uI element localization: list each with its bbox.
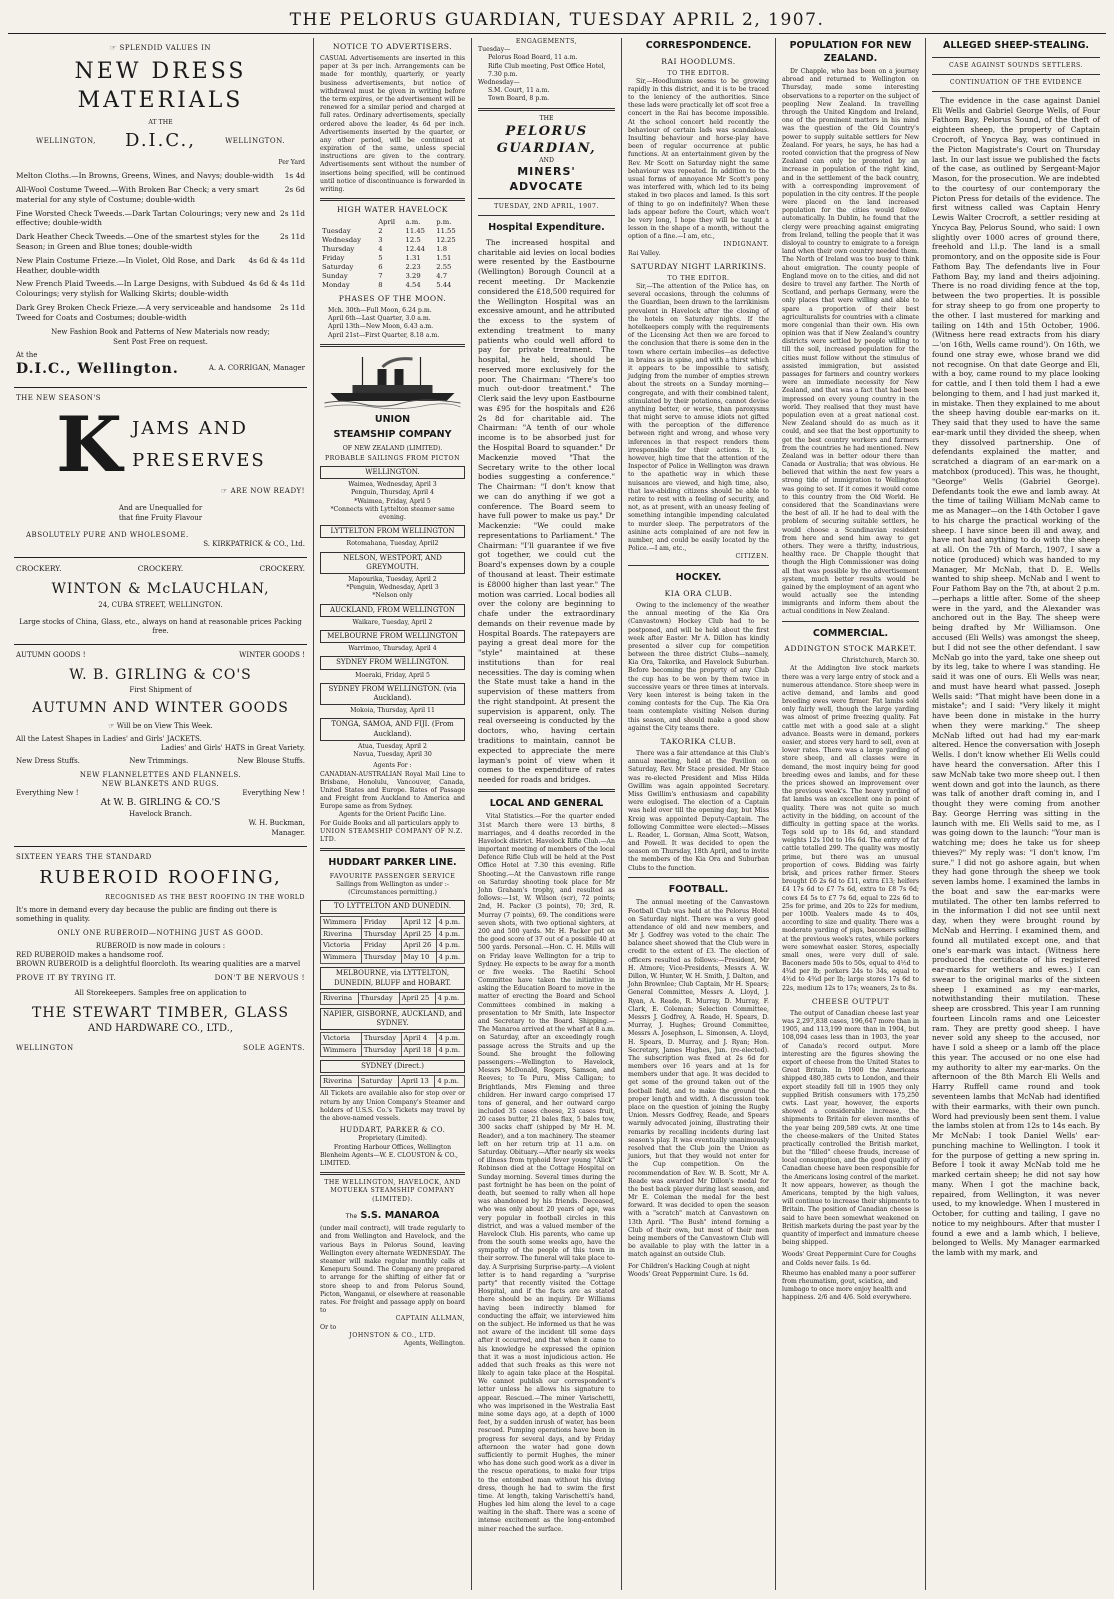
- union-sailing-line: *Waimea, Friday, April 5: [354, 497, 431, 505]
- union-title2: STEAMSHIP COMPANY: [333, 429, 452, 441]
- girling-flannel: NEW FLANNELETTES AND FLANNELS.: [79, 770, 242, 779]
- winton-address: 24, CUBA STREET, WELLINGTON.: [98, 600, 223, 609]
- population-text: Dr Chapple, who has been on a journey abroad and returned to Wellington on Thursday, made some interesting observations to a reporter on the subject of peopling New Zealand. In travelling through the United Kingdom and Ireland, one of the prominent matters in his mind was the question of the Old Country's power to supply suitable settlers for New Zealand. For years, he says, he has had a rooted conviction that the progress of New Zealand can only be promoted by an increase in population of the right kind, and in the settlement of the back country, with a corresponding improvement of population in the city centres. If the people were placed on the land increased population for the cities would follow automatically. In Dublin, he found that the clergy were preaching against emigrating from Ireland, telling the people that it was disloyal to country to emigrate to a foreign land when their own country needed them. The North of Ireland was too busy to think about emigration. The county people of England move on to the cities, and did not desire to travel any farther. The North of Scotland, and perhaps Germany, were the only places that were willing and able to spare a proportion of their best agriculturalists for countries with a climate more congenial than their own. His own opinion was that if New Zealand's country districts were settled by people willing to till the soil, increased population for the cities must follow without the stimulus of assisted immigration, but assisted passages for farmers and country workers were an immediate necessity for New Zealand, and that was a fact that had been impressed on every young country in the world. They realised that they must have population even at a great national cost. New Zealand should do as much as it could, and see that the best opportunity to get the best country workers and farmers from the countries he had mentioned. New Zealand was in better odour there than Canada or Australia; that was obvious. He believed that within the next few years a strong tide of immigration to Wellington was going to set. If it comes it would come to this country from the Old World. He considered that the Scandinavians were the best of all. If he had to deal with the problem of securing suitable settlers, he would choose a Scandinavian resident from here and send him away to get others. They were a thrifty, industrious, healthy race. Dr Chapple thought that though the High Commissioner was doing all that was possible by the advertisement system, much better results would be gained by the employment of an agent who would actually see the intending immigrants and inform them about the actual conditions in New Zealand.: [782, 68, 919, 616]
- dic-item-price: 4s 6d & 4s 11d: [248, 255, 305, 265]
- k-new-season: THE NEW SEASON'S: [16, 393, 102, 402]
- union-section-head: SYDNEY FROM WELLINGTON. (via Auckland).: [320, 683, 465, 705]
- rai-head: RAI HOODLUMS.: [661, 56, 736, 66]
- saturday-text: Sir,—The attention of the Police has, on several occasions, through the columns of the Guardian, been drawn to the larrikinism prevalent in Havelock after the closing of the hotels on Saturday nights. If the hotelkeepers comply with the requirements of the Licensing Act then we are forced to the conclusion that there is some den in the town where certain imbeciles—as defective in brains as in spine, and with a thirst which it appears to be impossible to satisfy, judging from the number of empties strewn about the streets on a Sunday morning—congregate, and with their combined talent, stimulated by their potations, cannot devise anything better, or worse, than paroxysms that might serve to amuse idiots not gifted with the perception of the difference between right and wrong, and whose very inferences in that respect renders them irresponsible for their actions. It is, however, high time that the attention of the Inspector of Police in Wellington was drawn to the apathetic way in which these nuisances are viewed, and high time, also, that law-abiding citizens should be able to retire to rest with a feeling of security, and not, as at present, with an uneasy feeling of something intangible impending calculated to murder sleep. The perpetrators of the asinine acts complained of are not few in number, and could be easily located by the Police.—I am, etc.,: [628, 283, 769, 553]
- winton-advert: [14, 558, 307, 645]
- rai-text: Sir,—Hoodlumism seems to be growing rapidly in this district, and it is to be traced to the leniency of the authorities. Since these lads were practically let off scot free a concert in the Rai has become impossible. At the school concert held recently the behaviour of certain lads was scandalous. Insulting behaviour and horse-play have been of regular occurrence at public functions. At an entertainment given by the Rev. Mr Scott on Saturday night the same behaviour was repeated. In addition to the usual forms of annoyance Mr Scott's pony was interfered with, which led to its being staked in two places and lamed. Is this sort of thing to go on indefinitely? When these lads appear before the Court, which won't be very long, I hope they will be taught a lesson in the shape of a month, without the option of a fine.—I am, etc.,: [628, 77, 769, 241]
- saturday-sign: CITIZEN.: [735, 553, 769, 561]
- ruberoid-title: RUBEROID ROOFING,: [39, 867, 282, 889]
- engagement-line: Rifle Club meeting, Post Office Hotel, 7.30 p.m.: [488, 62, 606, 78]
- union-sailing-line: *Nelson only: [372, 592, 413, 600]
- engagement-line: Tuesday—: [478, 46, 511, 54]
- huddart-lyt: TO LYTTELTON AND DUNEDIN.: [320, 900, 465, 913]
- moon-phase: Mch. 30th—Full Moon, 6.24 p.m.: [328, 306, 432, 314]
- column-container: [8, 38, 1106, 1590]
- girling-manager: Manager.: [271, 828, 305, 837]
- takorika-head: TAKORIKA CLUB.: [660, 736, 737, 746]
- dic-item-price: 2s 11d: [280, 302, 305, 312]
- high-water-row: Saturday 6 2.23 2.55: [322, 263, 452, 272]
- ruberoid-recog: RECOGNISED AS THE BEST ROOFING IN THE WORLD: [105, 893, 305, 901]
- union-section-head: TONGA, SAMOA, AND FIJI. (From Auckland).: [320, 718, 465, 740]
- ruberoid-company2: AND HARDWARE CO., LTD.,: [88, 1023, 233, 1035]
- cheese-head: CHEESE OUTPUT: [811, 996, 890, 1006]
- football-ad: For Children's Hacking Cough at night Woods' Great Peppermint Cure. 1s 6d.: [628, 1262, 750, 1278]
- rai-to: TO THE EDITOR.: [667, 69, 730, 77]
- engagements-head: ENGAGEMENTS,: [515, 38, 578, 45]
- local-head: LOCAL AND GENERAL: [489, 797, 604, 809]
- k-unequalled1: And are Unequalled for: [118, 504, 203, 513]
- rheumo-ad: Rheumo has enabled many a poor sufferer from rheumatism, gout, sciatica, and lumbago to once more enjoy health and happiness. 2/6 and 4/6. Sold everywhere.: [782, 1269, 916, 1302]
- moon-phase: April 21st—First Quarter, 8.18 a.m.: [328, 331, 440, 339]
- moon-head: PHASES OF THE MOON.: [338, 293, 447, 303]
- correspondence-head: CORRESPONDENCE.: [645, 40, 752, 51]
- per-yard: Per Yard: [278, 159, 305, 167]
- huddart-prop: Proprietary (Limited).: [358, 1135, 427, 1143]
- ruberoid-only: ONLY ONE RUBEROID—NOTHING JUST AS GOOD.: [57, 928, 264, 937]
- saturday-to: TO THE EDITOR.: [667, 274, 730, 282]
- high-water-row: Wednesday 3 12.5 12.25: [322, 236, 456, 245]
- union-sailing-line: Warrimoo, Thursday, April 4: [348, 645, 437, 653]
- union-sailing-line: Mapourika, Tuesday, April 2: [348, 576, 437, 583]
- k-letter-logo: K: [56, 399, 123, 489]
- peppermint-ad: Woods' Great Peppermint Cure for Coughs and Colds never fails. 1s 6d.: [782, 1251, 917, 1267]
- dic-item-price: 1s 4d: [284, 171, 305, 181]
- football-head: FOOTBALL.: [668, 883, 729, 895]
- girling-at: At W. B. GIRLING & CO.'S: [100, 798, 221, 809]
- ruberoid-company: THE STEWART TIMBER, GLASS: [32, 1004, 289, 1021]
- pointing-hand-icon: ☞: [108, 721, 115, 730]
- union-sailing-line: Navua, Tuesday, April 30: [353, 751, 432, 759]
- ruberoid-brown: BROWN RUBEROID is a delightful floorcloth. Its wearing qualities are a marvel: [16, 960, 301, 969]
- huddart-napier: NAPIER, GISBORNE, AUCKLAND, and SYDNEY.: [320, 1008, 465, 1030]
- crockery-row: CROCKERY. CROCKERY. CROCKERY.: [16, 564, 305, 574]
- union-sailing-line: Waikare, Tuesday, April 2: [352, 618, 433, 626]
- kia-ora-head: KIA ORA CLUB.: [664, 588, 733, 598]
- manaroa-company: THE WELLINGTON, HAVELOCK, AND MOTUEKA STEAMSHIP COMPANY (LIMITED).: [324, 1179, 461, 1203]
- union-nz: OF NEW ZEALAND (LIMITED).: [342, 444, 443, 452]
- mast-miners: MINERS' ADVOCATE: [509, 165, 584, 193]
- pointing-hand-icon: ☞: [221, 487, 228, 496]
- union-sailing-line: Atua, Tuesday, April 2: [358, 742, 427, 750]
- ruberoid-years: SIXTEEN YEARS THE STANDARD: [16, 852, 152, 861]
- high-water-row: Tuesday 2 11.45 11.55: [322, 227, 456, 236]
- union-section-head: SYDNEY FROM WELLINGTON.: [320, 656, 465, 669]
- huddart-melb: MELBOURNE, via LYTTELTON, DUNEDIN, BLUFF and HOBART.: [320, 967, 465, 989]
- engagements-list: [478, 46, 615, 103]
- huddart-sydney: SYDNEY (Direct.): [320, 1060, 465, 1073]
- huddart-head: HUDDART PARKER LINE.: [328, 857, 457, 869]
- k-jams-advert: [14, 388, 307, 559]
- high-water-row: Sunday 7 3.29 4.7: [322, 272, 448, 281]
- union-agents: Agents For :: [373, 762, 412, 770]
- union-section-head: MELBOURNE FROM WELLINGTON: [320, 630, 465, 643]
- column-5: [776, 38, 926, 1590]
- k-brand: [16, 399, 305, 489]
- huddart-blenheim: Blenheim Agents—W. E. CLOUSTON & CO., LIMITED.: [320, 1151, 459, 1167]
- sailing-row: Riverina Thursday April 25 4 p.m.: [321, 928, 465, 940]
- dic-at2: At the: [16, 350, 38, 359]
- ruberoid-red: RED RUBEROID makes a handsome roof.: [16, 951, 164, 960]
- dic-items: [16, 171, 305, 322]
- high-water-head: HIGH WATER HAVELOCK: [337, 205, 448, 215]
- union-apply-co: UNION STEAMSHIP COMPANY OF N.Z. LTD.: [320, 827, 464, 844]
- takorika-text: There was a fair attendance at this Club's annual meeting, held at the Pavilion on Saturday, Rev. Mr Stace presided. Mr Stace was re-elected President and Miss Hilda Gwillim was again appointed Secretary. Miss Gwillim's enthusiasm and capability were eulogised. The election of a Captain was held over till the opening day, but Miss Kreig was appointed Deputy-Captain. The following Committee were elected:—Misses L. Reader, L. Gorman, Alma Scott, Watson, and Powell. It was decided to open the season on Thursday, 18th April, and to invite the members of the Kia Ora and Suburban Clubs to the function.: [628, 750, 769, 872]
- addington-text: At the Addington live stock markets there was a very large entry of stock and a numerous attendance. Store sheep were in active demand, and lambs and good breeding ewes were firmer. Fat lambs sold only fairly well, though the large yarding was almost of prime freezing quality. Fat cattle met with a good sale at a slight advance. Beasts were in demand, porkers easier, and stores very hard to sell, even at lower rates. There was a large yarding of store sheep, and all classes were in demand, the most inquiry being for good breeding ewes and lambs, and for these the prices showed an improvement over the previous week's. The heavy yarding of fat lambs was an excellent one in point of quality. There was not quite so much activity in the bidding, on account of the difficulty in getting space at the works. Tegs sold up to 18s 6d, and standard weights 12s 10d to 16s 6d. The entry of fat cattle totalled 299. The quality was mostly prime, but there was an unusual proportion of cows. Bidding was fairly brisk, and prices rather firmer. Steers brought £6 2s 6d to £11, extra £13; heifers £4 17s 6d to £7 7s 6d, extra to £8 7s 6d; cows £4 5s to £7 7s 6d, equal to 22s 6d to 25s for prime, and 20s to 22s for medium, per 100lb. Vealers made 4s to 40s, according to size and quality. There was a moderate yarding of pigs, baconers selling at the previous week's rates, while porkers were somewhat easier. Stores, especially small ones, were very dull of sale. Baconers made 50s to 50s, equal to 4½d to 4¾d per lb; porkers 24s to 34s, equal to 4½d to 4¾d per lb; large stores 17s 6d to 22s, medium 12s to 17s; weaners, 2s to 8s.: [782, 665, 919, 992]
- huddart-tickets: All Tickets are available also for stop over or return by any Union Company's Steamer and holders of U.S.S. Co.'s Tickets may travel by the above-named vessels.: [320, 1090, 465, 1123]
- sheep-head: ALLEGED SHEEP-STEALING.: [942, 40, 1090, 51]
- engagement-line: S.M. Court, 11 a.m.: [488, 87, 550, 95]
- girling-latest: All the Latest Shapes in Ladies' and Girls' JACKETS.: [16, 734, 202, 743]
- union-apply: For Guide Books and all particulars apply to: [320, 819, 459, 827]
- high-water-row: Monday 8 4.54 5.44: [322, 281, 452, 289]
- mast-name: PELORUS GUARDIAN,: [496, 123, 597, 156]
- sailing-row: Victoria Thursday April 4 4 p.m.: [321, 1033, 465, 1045]
- k-line2: PRESERVES: [132, 449, 266, 471]
- sheep-sub: CASE AGAINST SOUNDS SETTLERS.: [949, 61, 1083, 69]
- dic-item: Fine Worsted Check Tweeds.—Dark Tartan Colourings; very new and effective; double-width 2s 11d: [16, 208, 305, 228]
- union-sailing-line: *Penguin, Wednesday, April 3: [346, 584, 439, 592]
- dic-name: D.I.C.,: [125, 130, 196, 152]
- sailing-row: Wimmera Thursday April 18 4 p.m.: [321, 1045, 465, 1057]
- girling-view: ☞ Will be on View This Week.: [108, 721, 213, 730]
- k-pure: ABSOLUTELY PURE AND WHOLESOME.: [26, 530, 189, 539]
- rai-sign: INDIGNANT.: [723, 241, 769, 249]
- union-sailing-line: Rotomahana, Tuesday, April2: [346, 540, 439, 548]
- addington-head: ADDINGTON STOCK MARKET.: [784, 644, 917, 654]
- dic-note2: Sent Post Free on request.: [113, 337, 208, 346]
- dic-item: Melton Cloths.—In Browns, Greens, Wines, and Navys; double-width 1s 4d: [16, 171, 305, 181]
- huddart-fav: FAVOURITE PASSENGER SERVICE: [329, 872, 456, 880]
- dic-item: All-Wool Costume Tweed.—With Broken Bar Check; a very smart material for any style of Costume; double-width 2s 6d: [16, 185, 305, 204]
- girling-hats: Ladies' and Girls' HATS in Great Variety.: [160, 744, 305, 753]
- union-section-head: WELLINGTON.: [320, 466, 465, 479]
- sailing-row: Wimmera Friday April 12 4 p.m.: [321, 916, 465, 928]
- girling-blankets: NEW BLANKETS AND RUGS.: [101, 779, 220, 788]
- kia-ora-text: Owing to the inclemency of the weather the annual meeting of the Kia Ora (Canvastown) Hockey Club had to be postponed, and will be held about the first week after Easter. Mr A. Dillon has kindly presented a silver cup for competition between the three district Clubs—namely, Kia Ora, Takorika, and Havelock Suburban. Before becoming the property of any Club the cup has to be won by them twice in successive years or three times at intervals. Very keen interest is being taken in the coming contests for the Cup. The Kia Ora team contemplate visiting Nelson during this season, and should make a good show against the City teams there.: [628, 601, 769, 732]
- ruberoid-city-row: WELLINGTON SOLE AGENTS.: [16, 1043, 305, 1052]
- union-sailing-line: Waimea, Wednesday, April 3: [348, 481, 437, 489]
- saturday-head: SATURDAY NIGHT LARRIKINS.: [630, 261, 767, 271]
- manaroa-captain: CAPTAIN ALLMAN,: [395, 1315, 465, 1323]
- addington-date: Christchurch, March 30.: [841, 657, 919, 665]
- girling-first: First Shipment of: [129, 685, 192, 694]
- union-sailing-line: *Connects with Lyttelton steamer same evening.: [330, 505, 455, 521]
- huddart-table-3: [320, 1032, 465, 1057]
- girling-branch: Havelock Branch.: [128, 810, 193, 819]
- k-ready: ☞ ARE NOW READY!: [221, 487, 305, 496]
- k-sign: S. KIRKPATRICK & CO., Ltd.: [203, 540, 305, 549]
- winton-name: WINTON & McLAUCHLAN,: [51, 581, 270, 598]
- high-water-table: April a.m. p.m. Tuesday 2 11.45 11.55 Wednesday 3 12.5 12.25 Thursday 4 12.44 1.8 Friday 5 1.31 1.51 Saturday 6 2.23 2.55 Sunday 7 3.29 4.7 Monday 8 4.54 5.44: [320, 218, 465, 290]
- union-sections: [320, 466, 465, 759]
- huddart-table-1: [320, 916, 465, 965]
- hospital-text: The increased hospital and charitable aid levies on local bodies were resented by the Eastbourne (Wellington) Borough Council at a recent meeting. Dr Mackenzie considered the £18,500 required for the Wellington Hospital was an excessive amount, and he attributed the excess to the system of extending treatment to many patients who could well afford to pay for private treatment. The hospital, he held, should be reserved more exclusively for the poor. The Chairman: "There's too much out-door treatment." The Clerk said the levy upon Eastbourne was £95 for the hospitals and £26 2s 8d for charitable aid. The Chairman: "A tenth of our whole income is to be absorbed just for the Hospital Board to squander." Dr Mackenzie moved "That the Secretary write to the other local bodies suggesting a conference." The Chairman: "I don't know that we can do anything if we got a conference. The Board seem to have full power to make us pay." Dr Mackenzie: "We could make representations to Parliament." The Chairman: "I'll guarantee if we five got together, we could cut the Board's expenses down by a couple of thousand at least. Their estimate is £8000 higher than last year." The motion was carried. Local bodies all over the colony are beginning to chafe under the extraordinary demands on their revenue made by Hospital Boards. The ratepayers are paying a great deal more for the "style" maintained at these institutions than for real necessities. The day is coming when the State must take a hand in the supervision of these matters from the right standpoint. At present the supervision is apparent, only. The real overseeing is conducted by the doctors, who, having certain traditions to maintain, cannot be expected to appreciate the mere layman's point of view when it comes to the expenditure of rates needed for roads and bridges.: [478, 237, 615, 785]
- cheese-text: The output of Canadian cheese last year was 2,297,838 cases, 196,647 more than in 1905, and 113,199 more than in 1904, but 108,094 cases less than in 1903, the year of Canada's record output. More interesting are the figures showing the export of cheese from the United States to Great Britain. In 1900 the Americans shipped 480,385 cwts to London, and their export steadily fell till in 1905 they only supplied British consumers with 175,250 cwts. Last year, however, the exports showed a considerable increase, the shipments to Britain for eleven months of the year being 209,589 cwts. At one time the cheese-makers of the United States practically controlled the British market, but the "filled" cheese frauds, increase of local consumption, and the good quality of Canadian cheese have been responsible for the Americans losing control of the market. It now appears, however, as though the Americans, tempted by the high values, will continue to increase their shipments to Britain. The position of Canadian cheese is said to have been somewhat weakened on British markets during the past year by the quantity of imperfect and immature cheese being shipped.: [782, 1009, 919, 1247]
- huddart-table-4: [320, 1075, 465, 1088]
- sheep-text: The evidence in the case against Daniel Eli Wells and Gabriel George Wells, of Four Fathom Bay, Pelorus Sound, of the theft of eighteen sheep, the property of Captain Crocroft, of Yncyca Bay, was continued in the Picton Magistrate's Court on Thursday last. In our last issue we published the facts of the case, as outlined by Sergeant-Major Mason, for the prosecution. We are indebted to the courtesy of our contemporary the Picton Press for details of the evidence. The first witness called was Captain Henry Lewis Walter Crocroft, a settler residing at Yncyca Bay, Pelorus Sound, who said: I own slightly over 1000 acres of ground there, freehold and l.l.p. The land is a small promontory, and on the opposite side is Four Fathom Bay. The defendants live in Four Fathom Bay, my land and theirs adjoining. There is no road dividing fence at the top, between the two properties. It is possible for stray sheep to go from one property to the other. I last mustered for marking and tailing on 14th and 15th October, 1906. (Witness here read extracts from his diary—'on 16th, Wells came round'). On 16th, we found one stray ewe, whose brand we did not recognise. On that date George and Eli, with a boy, came round to my place looking for cattle, and I then told them I had a ewe belonging to them, and I had just marked it, in mistake. Then they explained to me about the sheep having double ear-marks on it. They said that they used to have the same ear-mark until they divided the sheep, when they dissolved partnership. One of defendants explained the matter, and scratched a diagram of an ear-mark on a matchbox (produced). This was, he thought, "George" Wells (Gabriel George). Defendants took the ewe and lamb away. At the time of tailing William McNab came to me as Manager—on the 14th October I gave to his charge the practical working of the sheep. I have since been ill and away, and have not had anything to do with the sheep at all. On the 7th of March, 1907, I saw a notice (produced) which was handed to my Manager, Mr McNab, that D. E. Wells wanted to ship sheep. McNab and I went to Four Fathom Bay on the 7th, at about 2 p.m.—perhaps a little after. Some of the sheep were in the yard, and the Alexander was anchored out in the Bay. The sheep were being drafted by Mr Williamson. One accused (Eli Wells) was amongst the sheep, but I did not see the other defendant. I saw McNab go into the yard, take one sheep out by its leg, take to where I was standing. He said it was one of ours. Eli Wells was near, and must have heard what passed. Joseph Wells said: "That might have been done in a mistake"; and I said: "Very likely it might have been done in mistake in the hurry when they were marking." The sheep McNab lifted out had had my ear-mark altered. Hence the conversation with Joseph Wells. I don't know whether Eli Wells could have heard the conversation. After this I saw McNab take two more sheep out. I then went down and got into the launch, as there was talk of another draft coming in, and I thought they were coming from another Bay. George Herring was sitting in the launch with me. Eli Wells said to me, as I was going down to the launch: "Your man is watching me; does he take us for sheep thieves?" My reply was: "I don't know, I'm sure." I did not go ashore again, but when they had gone through the sheep we took seven lambs home. I examined the lambs in the boat and saw the ear-marks were mutilated. The other ten lambs referred to in the information I did not see until next day, when they were brought round by McNab and Herring. I examined them, and found all mutilated except one, and that one's ear-mark was intact. (Witness here produced the certificate of his registered ear-marks for wethers and ewes.) I can swear to the original marks of the sixteen sheep I examined as my ear-marks, notwithstanding their mutilation. These sheep are crossbred. This year I am running fourteen Lincoln rams and one Leicester ram. They are pretty good sheep. I have never sold any sheep to the accused, nor have I sold a sheep or a lamb off the place this year. The accused or no one else had my authority to alter my ear-marks. On the afternoon of the 8th March Eli Wells and Harry Ruffell came round and took seventeen lambs that McNab had identified with their earmarks, with their own punch. Word had previously been sent them. I value the lambs stolen at from 12s to 14s each. By Mr McNab: I took Daniel Wells' ear-punching machine to Wellington. I took it for the purpose of getting a new spring in. Before I took it away McNab told me he marked certain sheep; he did not say how many. When I got the machine back, repaired, from Wellington, it was never used, to my knowledge. When I mustered in October, for cutting and tailing, I gave no notice to my neighbours. After that muster I found a ewe and a lamb which, I believe, belonged to Wells. My Manager earmarked the lamb with my mark, and: [932, 95, 1100, 1258]
- dic-note1: New Fashion Book and Patterns of New Materials now ready;: [51, 328, 270, 337]
- girling-autumn: AUTUMN AND WINTER GOODS: [32, 700, 289, 717]
- girling-name: W. B. GIRLING & CO'S: [69, 666, 252, 683]
- sailing-row: Riverina Saturday April 13 4 p.m.: [321, 1076, 465, 1088]
- mast-the: THE: [539, 114, 554, 122]
- union-section-head: LYTTELTON FROM WELLINGTON: [320, 525, 465, 538]
- dic-item: Dark Grey Broken Check Frieze.—A very serviceable and handsome Tweed for Coats and Costumes; double-width 2s 11d: [16, 302, 305, 322]
- union-orient: Agents for the Orient Pacific Line.: [338, 811, 447, 819]
- ruberoid-store: All Storekeepers. Samples free on application to: [74, 988, 247, 997]
- mast-date: TUESDAY, 2ND APRIL, 1907.: [494, 203, 599, 211]
- sailing-row: Riverina Thursday April 25 4 p.m.: [321, 992, 465, 1004]
- dic-title: NEW DRESS MATERIALS: [74, 59, 247, 114]
- moon-phase: April 13th—New Moon, 6.43 a.m.: [328, 323, 434, 331]
- dic-item: Dark Heather Check Tweeds.—One of the smartest styles for the Season; in Green and Blue tones; double-width 2s 11d: [16, 232, 305, 252]
- dic-intro: ☞ SPLENDID VALUES IN: [110, 44, 211, 52]
- dic-item-price: 2s 6d: [284, 185, 305, 195]
- union-section-head: AUCKLAND, FROM WELLINGTON: [320, 604, 465, 617]
- dic-item-price: 2s 11d: [280, 208, 305, 218]
- hockey-head: HOCKEY.: [675, 572, 722, 584]
- manaroa-agents: Agents, Wellington.: [403, 1339, 465, 1347]
- girling-advert: [14, 645, 307, 847]
- union-sailings: PROBABLE SAILINGS FROM PICTON: [324, 454, 461, 462]
- column-4: [622, 38, 776, 1590]
- huddart-offices: Fronting Harbour Offices, Wellington: [333, 1143, 452, 1151]
- sheep-cont: CONTINUATION OF THE EVIDENCE: [949, 78, 1083, 86]
- column-6: [926, 38, 1106, 1590]
- commercial-head: COMMERCIAL.: [812, 627, 889, 639]
- dic-at: AT THE: [148, 119, 173, 127]
- huddart-co: HUDDART, PARKER & CO.: [339, 1126, 446, 1135]
- union-agents-text: CANADIAN-AUSTRALIAN Royal Mail Line to Brisbane, Honolulu, Vancouver, Canada, United States and Europe. Rates of Passage and Freight from Auckland to America and Europe same as from Sydney.: [320, 770, 465, 811]
- column-3: [472, 38, 622, 1590]
- dic-item-price: 4s 6d & 4s 11d: [248, 279, 305, 289]
- high-water-row: Thursday 4 12.44 1.8: [322, 245, 448, 254]
- page-masthead: THE PELORUS GUARDIAN, TUESDAY APRIL 2, 1907.: [8, 6, 1106, 34]
- local-text: Vital Statistics.—For the quarter ended 31st March there were 13 births, 8 marriages, and 4 deaths recorded in the Havelock district. Havelock Rifle Club.—An important meeting of members of the local Defence Rifle Club will be held at the Post Office Hotel at 7.30 this evening. Rifle Shooting.—At the Canvastown rifle range on Saturday shooting took place for Mr John Graham's trophy, and resulted as follows:—1st, W. Wilson (scr), 72 points; 2nd, H. Packer (3 points), 70; 3rd, R. Murray (7 points), 69. The conditions were seven shots, with two optional sighters, at 200 and 500 yards. Mr. H. Packer put on the good score of 37 out of a possible 40 at 500 yards. Personal.—Hon. C. H. Mills will on Friday leave Wellington for a trip to Sydney. He expects to be away for a month or five weeks. The Raetihi School Committee have taken the initiative in asking the Education Board to move in the matter of erecting the Board and School Committees combined in making a presentation to Mr Smith, late Inspector and Secretary to the Board. Shipping.—The Manaroa arrived at the wharf at 8 a.m. on Saturday, after an exceedingly rough passage across the Straits and up the Sound. She brought the following passengers:—Wellington to Havelock, Messrs McDonald, Rogers, Samson, and Reeves; to Te Puru, Miss Calligan; to Brightlands, Mrs Fleming and three children. Her inward cargo comprised 17 tons of general, and her outward cargo included 35 cases cheese, 23 cases fruit, 20 cases butter, 21 bales flax, 5 bales tow, 300 sacks chaff (shipped by Mr H. M. Reader), and a ton machinery. The steamer left on her return trip at 11 a.m. on Saturday. Obituary.—After nearly six weeks of illness from typhoid fever young "Alick" Robinson died at the Cottage Hospital on Sunday morning. Several times during the past fortnight he has been on the point of death, but seemed to rally when all hope was abandoned by his friends. Deceased, who was only about 20 years of age, was very popular in football circles in this district, and was a valued member of the Havelock Club. His parents, who came up from the south some weeks ago, have the sympathy of the people of this town in their sorrow. The funeral will take place to-day. A Surprising Surprise-party.—A violent letter is to hand regarding a "surprise party" that recently visited the Cottage Hospital, and if the facts are as stated there should be an inquiry. Dr Williams having been indirectly blamed for conducting the affair, we interviewed him on the subject. He informed us that he was not aware of the incident till some days after it occurred, and that when it came to his knowledge he expressed the opinion that it was a most injudicious action. He added that such freaks as this were not likely to again take place at the Hospital. We cannot publish our correspondent's letter unless he allows his signature to appear. Rescued.—The miner Varischetti, who was imprisoned in the Westralia East mine some days ago, at a depth of 1000 feet, by a sudden inrush of water, has been rescued. Pumping operations have been in progress for several days, and by Friday afternoon the water had gone down sufficiently to permit Hughes, the miner who has done such good work as a diver in the rescue operations, to make four trips to the entombed man without his diving dress, though he had to swim the first time. At length, taking Varischetti's hand, Hughes led him along the level to a cage waiting in the shaft. There was a scene of intense excitement as the long-entombed miner reached the surface.: [478, 813, 615, 1533]
- dic-sign: D.I.C., Wellington. A. A. CORRIGAN, Manager: [16, 361, 305, 378]
- dic-item-price: 2s 11d: [280, 232, 305, 242]
- steamship-illustration: [320, 351, 465, 409]
- manaroa-or: Or to: [320, 1323, 337, 1331]
- girling-stuffs: New Dress Stuffs. New Trimmings. New Blouse Stuffs.: [16, 757, 305, 766]
- hospital-head: Hospital Expenditure.: [488, 222, 605, 234]
- manaroa-text: (under mail contract), will trade regularly to and from Wellington and Havelock, and the various Bays in Pelorus Sound, leaving Wellington every alternate WEDNESDAY. The steamer will make regular monthly calls at Kenepuru Sound. The Company are prepared to arrange for the shifting of either fat or store sheep to and from Pelorus Sound, Picton, Wanganui, or elsewhere at reasonable rates. For freight and passage apply on board to: [320, 1225, 465, 1315]
- k-line1: JAMS AND: [132, 418, 248, 440]
- manaroa-johnston: JOHNSTON & CO., LTD.: [349, 1331, 436, 1339]
- autumn-winter-row: AUTUMN GOODS ! WINTER GOODS !: [16, 651, 305, 660]
- k-unequalled2: that fine Fruity Flavour: [118, 513, 203, 522]
- engagement-line: Town Board, 8 p.m.: [488, 95, 550, 103]
- column-1: [8, 38, 314, 1590]
- huddart-table-2: [320, 992, 465, 1005]
- union-sailing-line: Moeraki, Friday, April 5: [355, 671, 430, 679]
- union-title: UNION: [374, 413, 411, 425]
- girling-everything-row: Everything New ! Everything New !: [16, 789, 305, 798]
- high-water-row: Friday 5 1.31 1.51: [322, 254, 452, 263]
- sailing-row: Victoria Friday April 26 4 p.m.: [321, 940, 465, 952]
- ruberoid-advert: [14, 847, 307, 1061]
- moon-list: [320, 307, 465, 340]
- column-2: [314, 38, 472, 1590]
- engagement-line: Pelorus Road Board, 11 a.m.: [488, 54, 578, 62]
- football-text: The annual meeting of the Canvastown Football Club was held at the Pelorus Hotel on Saturday night. There was a very good attendance of old and new members, and Mr J. Godfrey was voted to the chair. The balance sheet showed that the Club were in credit to the extent of £3. The election of officers resulted as follows:—President, Mr H. Atmore; Vice-Presidents, Messrs A. W. Dillon, W. Hunter, W. H. Smith, J. Dalton, and John Brownlee; Club Captain, Mr H. Spears; General Committee, Messrs A. Lloyd, J. Ryan, A. Reade, R. Murray, D. Murray, F. Clark, E. Coleman; Selection Committee, Messrs J. Godfrey, A. Reade, H. Spears, D. Murray, J. Hughes; Ground Committee, Messrs A. Josephson, L. Simonsen, A. Lloyd, H. Spears, D. Murray, and J. Ryan; Hon. Secretary, James Hughes, Jun. (re-elected). The subscription was fixed at 2s 6d for members over 16 years and at 1s for members under that age. It was decided to get some of the ground taken out of the football field, and to make the ground the proper length and width. A discussion took place on the question of joining the Rugby Union. Messrs Godfrey, Reade, and Spears warmly advocated joining, illustrating their remarks by recalling incidents during last season's play. It was eventually unanimously resolved that the Club join the Union as juniors, but that they would not enter for the Cup competition. On the recommendation of Rev. W. B. Scott, Mr A. Reade was awarded Mr Dillon's medal for the best back player during last season, and Mr E. Coleman the medal for the best forward. It was decided to open the season with a "scratch" match at Canvastown on 13th April. "The Bush" intend forming a Club of their own, but most of their men being members of the Canvastown Club will be available to play with the latter in a match against an outside Club.: [628, 899, 769, 1259]
- sailing-row: Wimmera Thursday May 10 4 p.m.: [321, 952, 465, 964]
- dic-line: WELLINGTON, D.I.C., WELLINGTON.: [36, 130, 285, 152]
- notice-text: CASUAL Advertisements are inserted in this paper at 3s per inch. Arrangements can be made for monthly, quarterly, or yearly business advertisements, but notice of withdrawal must be given in writing before the term expires, or the advertisement will be renewed for a similar period and charged at full rates. Ordinary advertisements, specially ordered above the leader, 4s 6d per inch. Advertisements inserted by the quarter, or any other period, will be continued at expiration of the same, unless special instructions are given to the contrary. Advertisements sent without the number of insertions being specified, will be continued until notice of discontinuance is forwarded in writing.: [320, 55, 465, 194]
- union-sailing-line: Penguin, Thursday, April 4: [350, 489, 435, 497]
- winton-text: Large stocks of China, Glass, etc., always on hand at reasonable prices Packing free.: [19, 617, 302, 636]
- ruberoid-intro: It's more in demand every day because the public are finding out there is something in quality.: [16, 906, 277, 924]
- ruberoid-colours: RUBEROID is now made in colours :: [95, 941, 226, 950]
- dic-item: New French Plaid Tweeds.—In Large Designs, with Subdued Colourings; very stylish for Walking Skirts; double-width 4s 6d & 4s 11d: [16, 279, 305, 299]
- population-head: POPULATION FOR NEW ZEALAND.: [789, 40, 912, 64]
- dic-advert: [14, 38, 307, 388]
- girling-sign: W. H. Buckman,: [248, 819, 305, 828]
- notice-head: NOTICE TO ADVERTISERS.: [332, 42, 453, 51]
- dic-item: New Plain Costume Frieze.—In Violet, Old Rose, and Dark Heather, double-width 4s 6d & 4s 11d: [16, 255, 305, 275]
- manaroa-ship: The S.S. MANAROA: [345, 1209, 440, 1221]
- mast-and: AND: [539, 157, 554, 164]
- rai-place: Rai Valley.: [628, 249, 661, 257]
- ruberoid-prove-row: PROVE IT BY TRYING IT. DON'T BE NERVOUS !: [16, 974, 305, 983]
- union-section-head: NELSON, WESTPORT, AND GREYMOUTH.: [320, 552, 465, 574]
- union-sailing-line: Mokoia, Thursday, April 11: [350, 707, 435, 715]
- engagement-line: Wednesday—: [478, 78, 520, 86]
- huddart-sail: Sailings from Wellington as under :- (Circumstances permitting.): [336, 880, 449, 897]
- moon-phase: April 6th—Last Quarter, 3.0 a.m.: [328, 315, 431, 323]
